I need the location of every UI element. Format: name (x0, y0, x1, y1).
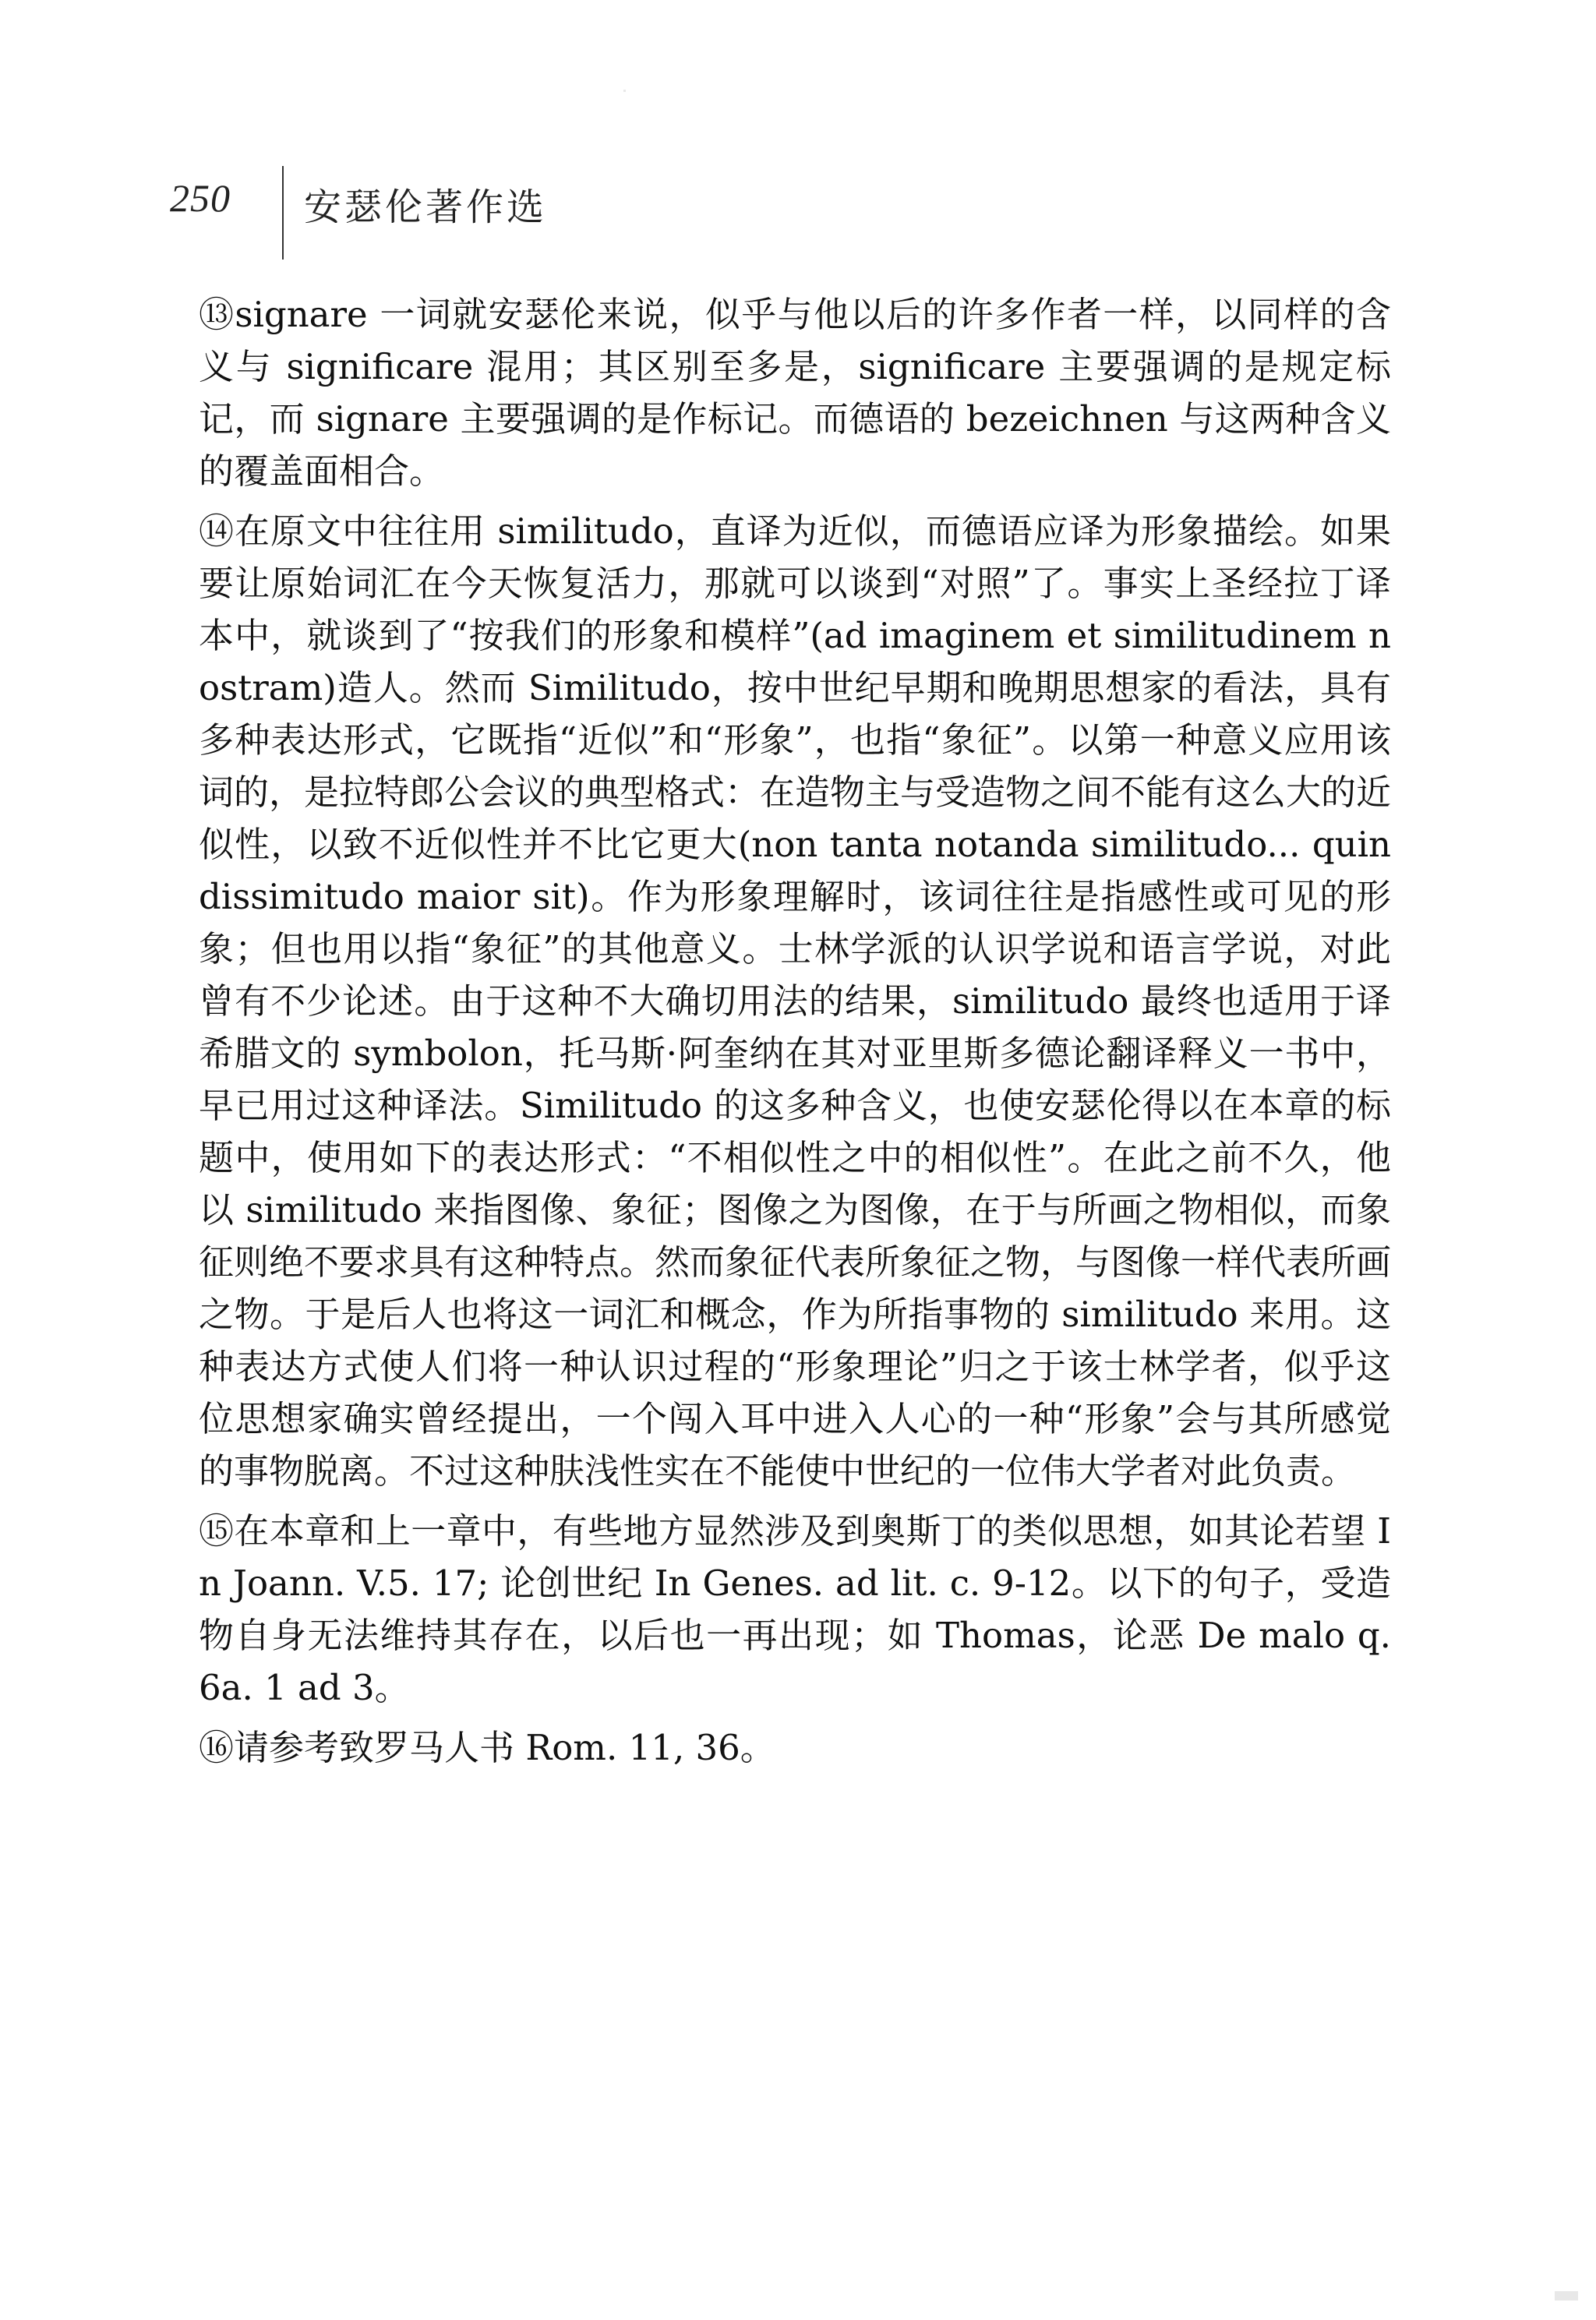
header-divider (282, 166, 284, 260)
footnote-16 (199, 1721, 1391, 1774)
footnote-14 (199, 505, 1391, 1497)
footnote-text: 在原文中往往用 similitudo，直译为近似，而德语应译为形象描绘。如果要让原始词汇在今天恢复活力，那就可以谈到“对照”了。事实上圣经拉丁译本中，就谈到了“按我们的形象和模样”(ad imaginem et similitudinem nostram)造人。然而 Similitudo，按中世纪早期和晚期思想家的看法，具有多种表达形式，它既指“近似”和“形象”，也指“象征”。以第一种意义应用该词的，是拉特郎公会议的典型格式：在造物主与受造物之间不能有这么大的近似性，以致不近似性并不比它更大(non tanta notanda similitudo... quin dissimitudo maior sit)。作为形象理解时，该词往往是指感性或可见的形象；但也用以指“象征”的其他意义。士林学派的认识学说和语言学说，对此曾有不少论述。由于这种不大确切用法的结果，similitudo 最终也适用于译希腊文的 symbolon，托马斯·阿奎纳在其对亚里斯多德论翻译释义一书中，早已用过这种译法。Similitudo 的这多种含义，也使安瑟伦得以在本章的标题中，使用如下的表达形式：“不相似性之中的相似性”。在此之前不久，他以 similitudo 来指图像、象征；图像之为图像，在于与所画之物相似，而象征则绝不要求具有这种特点。然而象征代表所象征之物，与图像一样代表所画之物。于是后人也将这一词汇和概念，作为所指事物的 similitudo 来用。这种表达方式使人们将一种认识过程的“形象理论”归之于该士林学者，似乎这位思想家确实曾经提出，一个闯入耳中进入人心的一种“形象”会与其所感觉的事物脱离。不过这种肤浅性实在不能使中世纪的一位伟大学者对此负责。 (199, 510, 1392, 1492)
scan-speck (1555, 2291, 1578, 2301)
footnote-15 (199, 1505, 1391, 1714)
running-head-book-title: 安瑟伦著作选 (304, 185, 548, 229)
footnote-text: signare 一词就安瑟伦来说，似乎与他以后的许多作者一样，以同样的含义与 significare 混用；其区别至多是，significare 主要强调的是规定标记，而 signare 主要强调的是作标记。而德语的 bezeichnen 与这两种含义的覆盖面相合。 (199, 294, 1391, 492)
footnote-marker: ⑬ (199, 294, 235, 335)
footnote-marker: ⑮ (199, 1510, 235, 1552)
footnote-13 (199, 288, 1391, 497)
footnote-text: 请参考致罗马人书 Rom. 11, 36。 (234, 1727, 775, 1768)
page-number: 250 (170, 176, 231, 220)
footnote-marker: ⑯ (199, 1727, 235, 1768)
scan-speck (623, 90, 626, 92)
footnote-text: 在本章和上一章中，有些地方显然涉及到奥斯丁的类似思想，如其论若望 In Joann. V.5. 17; 论创世纪 In Genes. ad lit. c. 9-12。以下的句子，受造物自身无法维持其存在，以后也一再出现；如 Thomas，论恶 De malo q. 6a. 1 ad 3。 (199, 1510, 1391, 1708)
footnotes-body (199, 288, 1391, 1781)
footnote-marker: ⑭ (199, 510, 235, 552)
